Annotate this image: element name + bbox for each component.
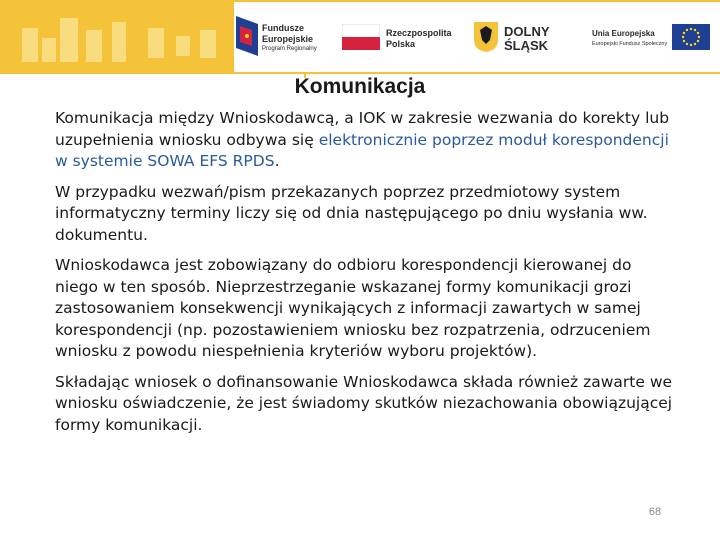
fundusze-europejskie-logo <box>234 2 334 72</box>
decor-square <box>112 22 126 62</box>
paragraph-1 <box>55 108 675 173</box>
paragraph-1-text: Komunikacja między Wnioskodawcą, a IOK w zakresie wezwania do korekty lub uzupełnienia wniosku odbywa się <box>55 109 670 149</box>
paragraph-1-end: . <box>274 152 280 170</box>
paragraph-4: Składając wniosek o dofinansowanie Wnioskodawca składa również zawarte we wniosku oświadczenie, że jest świadomy skutków niezachowania obowiązującej formy komunikacji. <box>55 372 673 434</box>
ds-line-2: ŚLĄSK <box>504 38 549 53</box>
paragraph-3: Wnioskodawca jest zobowiązany do odbioru korespondencji kierowanej do niego w ten sposób. Nieprzestrzeganie wskazanej formy komunikacji grozi zastosowaniem konsekwencji wynikających z informacji zawartych w samej korespondencji (np. pozostawieniem wniosku bez rozpatrzenia, odrzuceniem wniosku z powodu niespełnienia kryteriów wyboru projektów). <box>55 256 651 360</box>
unia-europejska-logo <box>592 2 720 72</box>
fe-line-1: Fundusze <box>262 23 304 33</box>
fe-line-2: Europejskie <box>262 34 314 44</box>
decor-square <box>42 38 56 62</box>
slide-body <box>55 108 675 445</box>
fundusze-europejskie-icon <box>236 16 258 56</box>
decor-square <box>148 28 164 58</box>
polish-flag-icon <box>342 24 380 50</box>
dolny-slask-logo <box>472 2 568 72</box>
paragraph-1-highlight: elektronicznie poprzez moduł korespondencji w systemie SOWA EFS RPDS <box>55 130 669 170</box>
ds-line-1: DOLNY <box>504 24 550 39</box>
ue-line-2: Europejski Fundusz Społeczny <box>592 41 668 47</box>
fe-line-3: Program Regionalny <box>262 46 317 52</box>
logo-strip <box>234 2 720 72</box>
page-number: 68 <box>648 506 662 518</box>
paragraph-2: W przypadku wezwań/pism przekazanych poprzez przedmiotowy system informatyczny terminy liczy się od dnia następującego po dniu wysłania ww. dokumentu. <box>55 182 648 244</box>
decor-square <box>176 36 190 56</box>
coat-of-arms-icon <box>474 22 498 52</box>
eu-flag-icon <box>672 24 710 50</box>
decor-square <box>60 18 78 62</box>
slide-title: Komunikacja <box>294 75 426 98</box>
decor-square <box>200 30 216 58</box>
rzeczpospolita-polska-logo <box>340 2 456 72</box>
ue-line-1: Unia Europejska <box>592 29 655 38</box>
rp-line-1: Rzeczpospolita <box>386 28 452 38</box>
decor-square <box>22 28 38 62</box>
decor-square <box>86 30 102 62</box>
rp-line-2: Polska <box>386 39 416 49</box>
